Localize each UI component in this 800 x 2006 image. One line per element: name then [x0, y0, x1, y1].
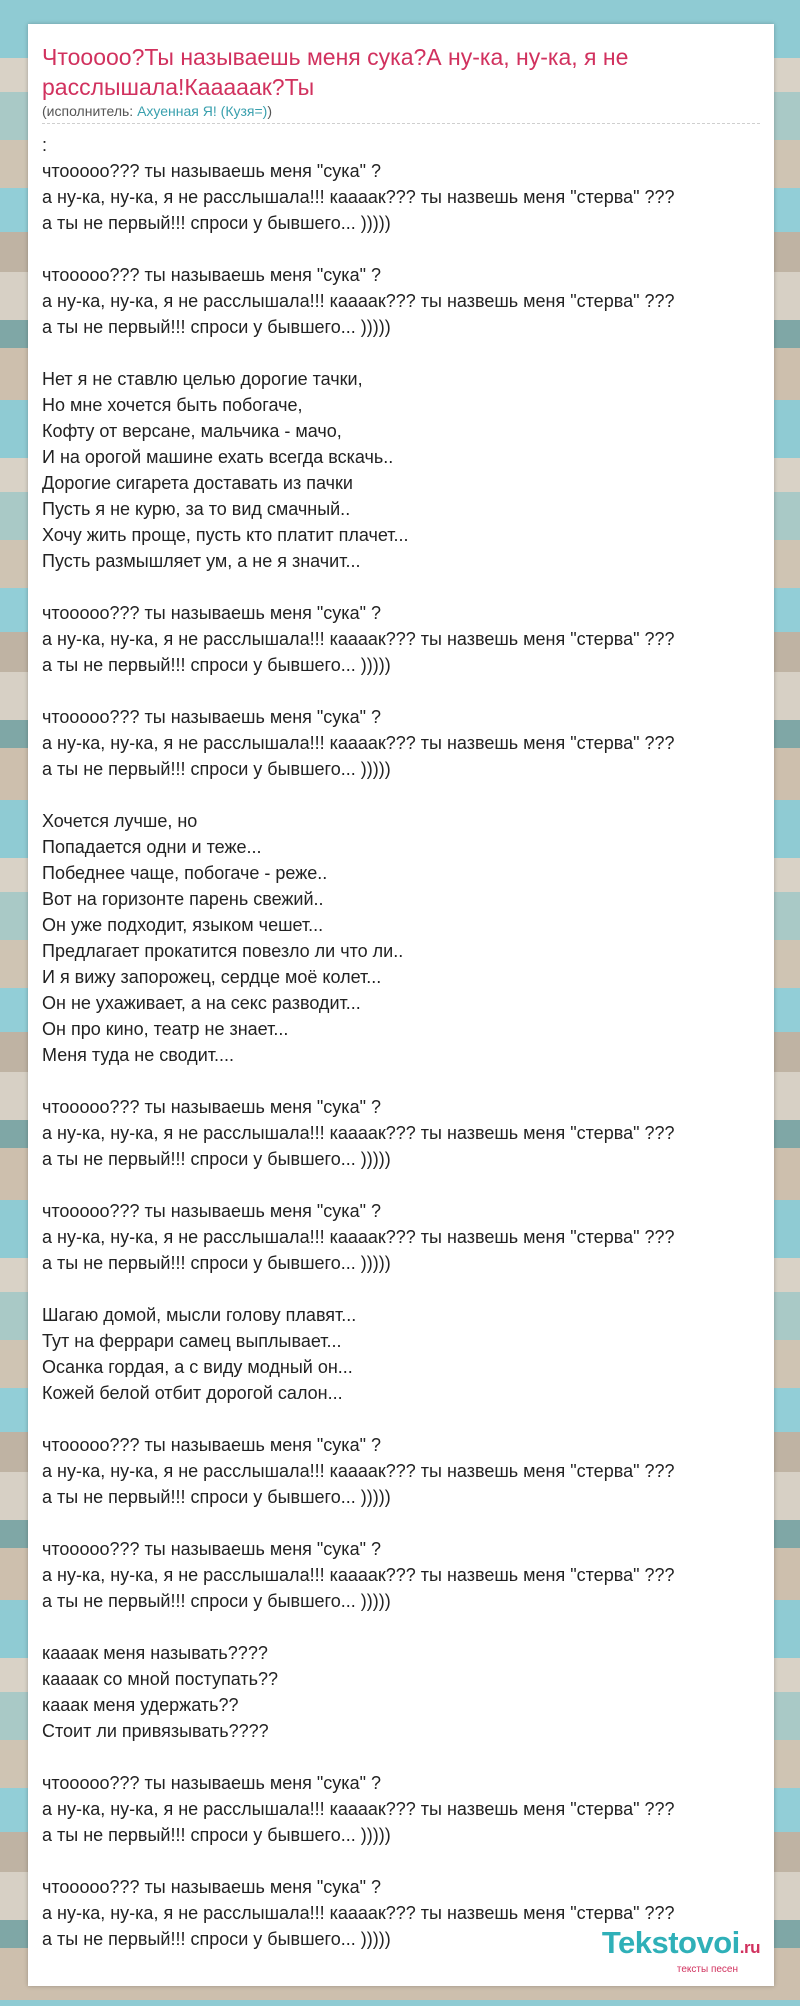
lyric-line: [42, 1276, 762, 1302]
lyric-line: а ну-ка, ну-ка, я не расслышала!!! кааaак??? ты назвешь меня "стерва" ???: [42, 291, 675, 311]
lyric-line: И я вижу запорожец, сердце моё колет...: [42, 967, 382, 987]
lyric-line: а ты не первый!!! спроси у бывшего... ))))): [42, 1591, 391, 1611]
lyric-line: [42, 1614, 762, 1640]
lyric-line: [42, 1406, 762, 1432]
lyric-line: Шагаю домой, мысли голову плавят...: [42, 1305, 357, 1325]
lyric-line: чтооооо??? ты называешь меня "сука" ?: [42, 1539, 381, 1559]
lyric-line: чтооооо??? ты называешь меня "сука" ?: [42, 265, 381, 285]
lyric-line: а ты не первый!!! спроси у бывшего... ))))): [42, 1149, 391, 1169]
lyric-line: а ну-ка, ну-ка, я не расслышала!!! кааaак??? ты назвешь меня "стерва" ???: [42, 1903, 675, 1923]
logo-tagline: тексты песен: [676, 1964, 738, 1975]
lyric-line: кааaак меня называть????: [42, 1643, 268, 1663]
lyric-line: Дорогие сигарета доставать из пачки: [42, 473, 353, 493]
lyric-line: чтооооо??? ты называешь меня "сука" ?: [42, 1435, 381, 1455]
lyric-line: Осанка гордая, а с виду модный он...: [42, 1357, 353, 1377]
lyric-line: Меня туда не сводит....: [42, 1045, 234, 1065]
lyric-line: а ну-ка, ну-ка, я не расслышала!!! кааaак??? ты назвешь меня "стерва" ???: [42, 733, 675, 753]
performer-line: [42, 102, 272, 120]
lyric-line: [42, 678, 762, 704]
lyric-line: Хочется лучше, но: [42, 811, 198, 831]
lyric-line: а ты не первый!!! спроси у бывшего... ))))): [42, 1487, 391, 1507]
lyric-line: Победнее чаще, побогаче - реже..: [42, 863, 328, 883]
lyric-line: Он уже подходит, языком чешет...: [42, 915, 324, 935]
lyric-line: а ты не первый!!! спроси у бывшего... ))))): [42, 655, 391, 675]
logo-wordmark: Tekstovoi: [601, 1925, 740, 1960]
lyric-line: чтооооо??? ты называешь меня "сука" ?: [42, 1097, 381, 1117]
lyric-line: кааак меня удержать??: [42, 1695, 239, 1715]
lyric-line: а ну-ка, ну-ка, я не расслышала!!! кааaак??? ты назвешь меня "стерва" ???: [42, 1123, 675, 1143]
lyric-line: Попадается одни и теже...: [42, 837, 262, 857]
lyric-line: [42, 236, 762, 262]
lyric-line: а ты не первый!!! спроси у бывшего... ))))): [42, 1929, 391, 1949]
performer-suffix: ): [267, 103, 272, 119]
lyric-line: чтооооо??? ты называешь меня "сука" ?: [42, 1773, 381, 1793]
lyric-line: Вот на горизонте парень свежий..: [42, 889, 324, 909]
artist-link[interactable]: Ахуенная Я! (Кузя=): [137, 103, 268, 119]
lyric-line: [42, 1068, 762, 1094]
lyric-line: [42, 782, 762, 808]
lyric-line: Кофту от версане, мальчика - мачо,: [42, 421, 342, 441]
lyric-line: чтооооо??? ты называешь меня "сука" ?: [42, 707, 381, 727]
lyric-line: кааaак со мной поступать??: [42, 1669, 278, 1689]
lyric-line: Но мне хочется быть побогаче,: [42, 395, 303, 415]
lyric-line: чтооооо??? ты называешь меня "сука" ?: [42, 1201, 381, 1221]
lyric-line: Он не ухаживает, а на секс разводит...: [42, 993, 361, 1013]
lyric-line: а ну-ка, ну-ка, я не расслышала!!! кааaак??? ты назвешь меня "стерва" ???: [42, 1227, 675, 1247]
lyric-line: Хочу жить проще, пусть кто платит плачет...: [42, 525, 409, 545]
lyric-line: Тут на феррари самец выплывает...: [42, 1331, 342, 1351]
lyric-line: а ну-ка, ну-ка, я не расслышала!!! кааaак??? ты назвешь меня "стерва" ???: [42, 187, 675, 207]
logo-tld: .ru: [739, 1938, 760, 1957]
lyric-line: [42, 1744, 762, 1770]
lyric-line: [42, 574, 762, 600]
lyrics-text: [42, 132, 762, 1952]
lyric-line: чтооооо??? ты называешь меня "сука" ?: [42, 1877, 381, 1897]
lyric-line: Стоит ли привязывать????: [42, 1721, 269, 1741]
lyric-line: а ты не первый!!! спроси у бывшего... ))))): [42, 213, 391, 233]
lyric-line: а ну-ка, ну-ка, я не расслышала!!! кааaак??? ты назвешь меня "стерва" ???: [42, 629, 675, 649]
lyric-line: чтооооо??? ты называешь меня "сука" ?: [42, 603, 381, 623]
performer-prefix: (исполнитель:: [42, 103, 138, 119]
lyric-line: а ну-ка, ну-ка, я не расслышала!!! кааaак??? ты назвешь меня "стерва" ???: [42, 1799, 675, 1819]
lyric-line: [42, 1172, 762, 1198]
lyric-line: чтооооо??? ты называешь меня "сука" ?: [42, 161, 381, 181]
lyric-line: Пусть я не курю, за то вид смачный..: [42, 499, 351, 519]
lyric-line: Нет я не ставлю целью дорогие тачки,: [42, 369, 363, 389]
title-divider: [42, 123, 760, 124]
lyric-line: Кожей белой отбит дорогой салон...: [42, 1383, 343, 1403]
lyric-line: а ты не первый!!! спроси у бывшего... ))))): [42, 759, 391, 779]
lyric-line: а ты не первый!!! спроси у бывшего... ))))): [42, 317, 391, 337]
lyrics-card: [28, 24, 774, 1986]
lyric-line: а ну-ка, ну-ка, я не расслышала!!! кааaак??? ты назвешь меня "стерва" ???: [42, 1565, 675, 1585]
lyric-line: а ты не первый!!! спроси у бывшего... ))))): [42, 1253, 391, 1273]
lyric-line: :: [42, 135, 48, 155]
lyric-line: Он про кино, театр не знает...: [42, 1019, 289, 1039]
lyric-line: а ну-ка, ну-ка, я не расслышала!!! кааaак??? ты назвешь меня "стерва" ???: [42, 1461, 675, 1481]
lyric-line: И на орогой машине ехать всегда вскачь..: [42, 447, 394, 467]
site-logo[interactable]: [602, 1927, 760, 1976]
song-title: Чтооооо?Ты называешь меня сука?А ну-ка, ну-ка, я не расслышала!Кааааак?Ты: [42, 44, 629, 100]
lyric-line: [42, 1848, 762, 1874]
lyric-line: [42, 1510, 762, 1536]
lyric-line: Пусть размышляет ум, а не я значит...: [42, 551, 361, 571]
lyric-line: а ты не первый!!! спроси у бывшего... ))))): [42, 1825, 391, 1845]
lyric-line: Предлагает прокатится повезло ли что ли..: [42, 941, 404, 961]
lyric-line: [42, 340, 762, 366]
